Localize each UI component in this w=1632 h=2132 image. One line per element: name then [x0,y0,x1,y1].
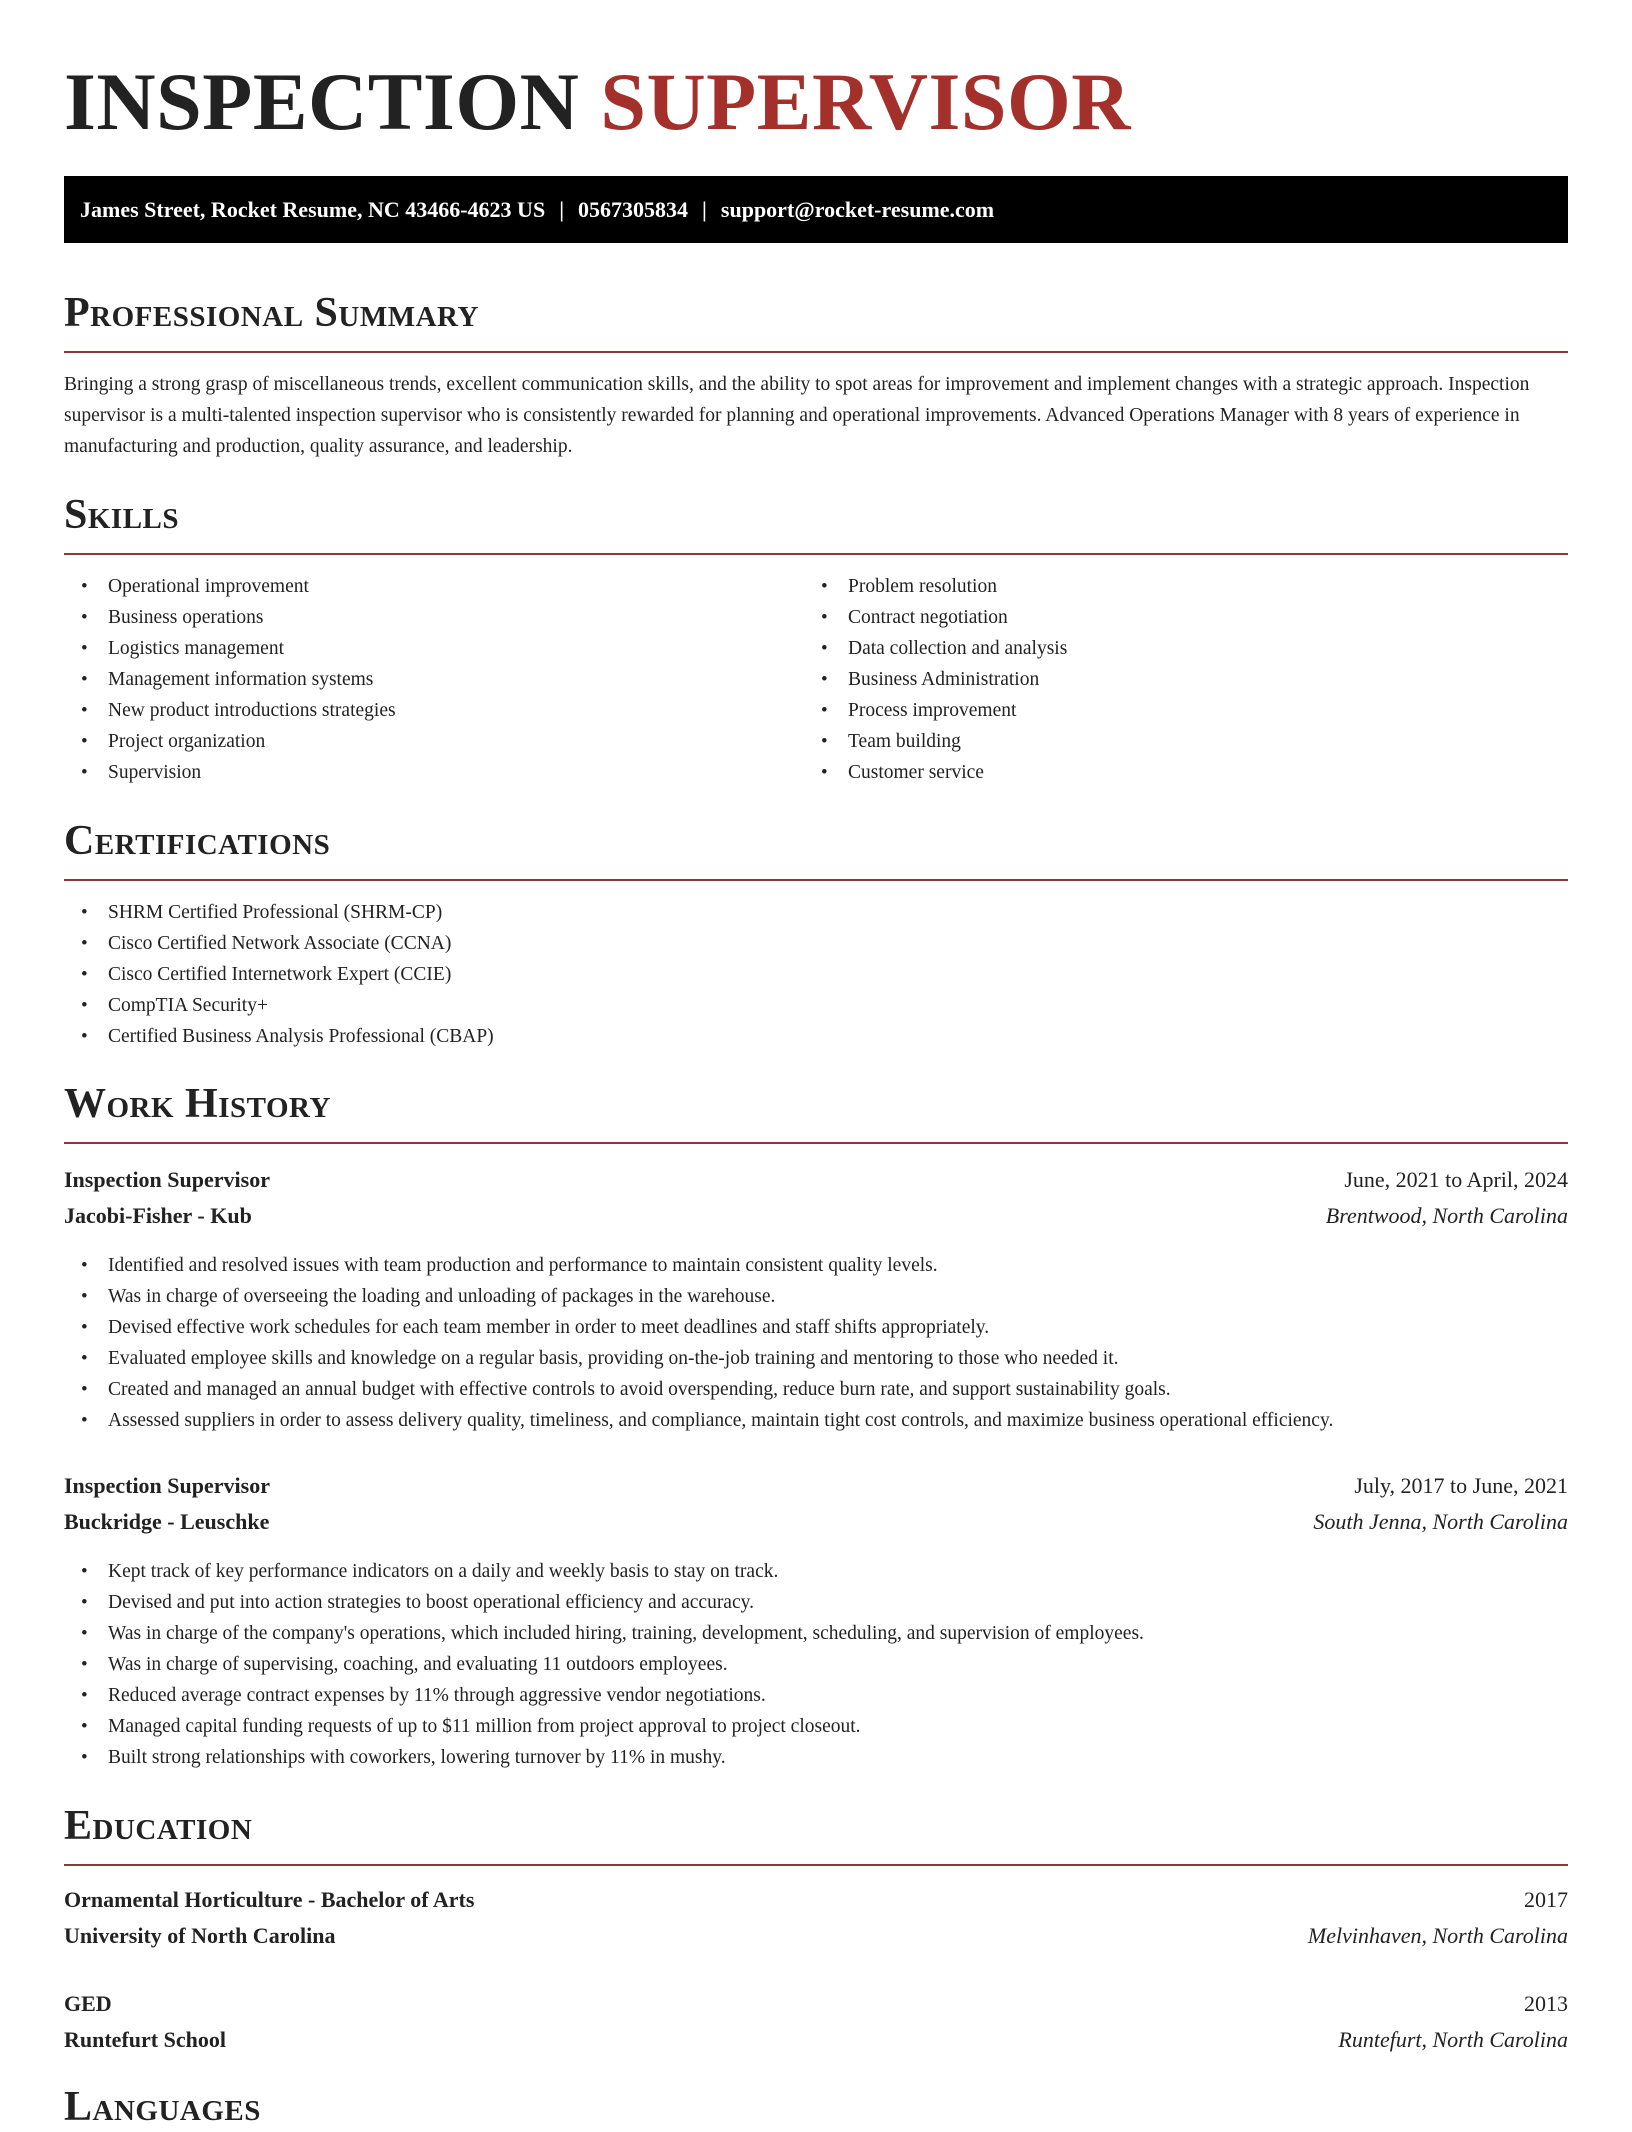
contact-email: support@rocket-resume.com [720,197,995,222]
section-title-skills: Skills [64,492,180,538]
list-item: • Problem resolution [804,571,1568,602]
list-item: • Devised effective work schedules for each team member in order to meet deadlines and staff shifts appropriately. [64,1312,1568,1343]
list-item: • Built strong relationships with coworkers, lowering turnover by 11% in mushy. [64,1742,1568,1773]
job-company-row [64,1504,1568,1540]
skills-list-right [804,571,1568,788]
contact-bar [64,176,1568,243]
list-item: • Was in charge of the company's operations, which included hiring, training, development, scheduling, and supervision of employees. [64,1618,1568,1649]
list-item: • Cisco Certified Internetwork Expert (CCIE) [64,959,1568,990]
job-company: Jacobi-Fisher - Kub [64,1203,252,1228]
list-item: • Evaluated employee skills and knowledge on a regular basis, providing on-the-job training and mentoring to those who needed it. [64,1343,1568,1374]
education-school: University of North Carolina [64,1923,336,1948]
list-item: • Kept track of key performance indicators on a daily and weekly basis to stay on track. [64,1556,1568,1587]
list-item: • New product introductions strategies [64,695,804,726]
job-title: Inspection Supervisor [64,1473,270,1498]
contact-separator: | [702,197,707,222]
page-title [64,52,1131,152]
section-title-education: Education [64,1803,253,1849]
job-company: Buckridge - Leuschke [64,1509,270,1534]
title-word-2: SUPERVISOR [600,56,1132,147]
list-item: • Reduced average contract expenses by 11% through aggressive vendor negotiations. [64,1680,1568,1711]
list-item: • Managed capital funding requests of up to $11 million from project approval to project closeout. [64,1711,1568,1742]
section-divider [64,1864,1568,1866]
list-item: • Management information systems [64,664,804,695]
skills-list-left [64,571,804,788]
job-header-row [64,1468,1568,1504]
list-item: • Certified Business Analysis Professional (CBAP) [64,1021,1568,1052]
list-item: • Identified and resolved issues with team production and performance to maintain consistent quality levels. [64,1250,1568,1281]
education-school: Runtefurt School [64,2027,226,2052]
section-title-work-history: Work History [64,1081,331,1127]
contact-address: James Street, Rocket Resume, NC 43466-4623 US [80,197,546,222]
education-school-row [64,2022,1568,2058]
list-item: • Contract negotiation [804,602,1568,633]
list-item: • Devised and put into action strategies to boost operational efficiency and accuracy. [64,1587,1568,1618]
job-header-row [64,1162,1568,1198]
job-location: South Jenna, North Carolina [1313,1509,1568,1534]
section-divider [64,879,1568,881]
education-location: Melvinhaven, North Carolina [1307,1923,1568,1948]
list-item: • Data collection and analysis [804,633,1568,664]
list-item: • Customer service [804,757,1568,788]
job-dates: June, 2021 to April, 2024 [1344,1167,1568,1192]
list-item: • Project organization [64,726,804,757]
job-bullets [64,1556,1568,1773]
job-location: Brentwood, North Carolina [1325,1203,1568,1228]
job-bullets [64,1250,1568,1436]
list-item: • Team building [804,726,1568,757]
job-title: Inspection Supervisor [64,1167,270,1192]
list-item: • Logistics management [64,633,804,664]
education-degree: Ornamental Horticulture - Bachelor of Arts [64,1887,475,1912]
list-item: • Assessed suppliers in order to assess delivery quality, timeliness, and compliance, maintain tight cost controls, and maximize business operational efficiency. [64,1405,1568,1436]
list-item: • Process improvement [804,695,1568,726]
job-company-row [64,1198,1568,1234]
list-item: • Was in charge of overseeing the loading and unloading of packages in the warehouse. [64,1281,1568,1312]
list-item: • Created and managed an annual budget with effective controls to avoid overspending, reduce burn rate, and support sustainability goals. [64,1374,1568,1405]
list-item: • Was in charge of supervising, coaching, and evaluating 11 outdoors employees. [64,1649,1568,1680]
list-item: • Operational improvement [64,571,804,602]
title-word-1: INSPECTION [64,56,580,147]
list-item: • Business operations [64,602,804,633]
section-divider [64,1142,1568,1144]
education-location: Runtefurt, North Carolina [1338,2027,1568,2052]
education-degree: GED [64,1991,112,2016]
education-year: 2013 [1524,1991,1568,2016]
summary-text: Bringing a strong grasp of miscellaneous trends, excellent communication skills, and the ability to spot areas for improvement and implement changes with a strategic approach. Inspection supervisor is a multi-talented inspection supervisor who is consistently rewarded for planning and operational improvements. Advanced Operations Manager with 8 years of experience in manufacturing and production, quality assurance, and leadership. [64,374,1530,457]
education-header-row [64,1882,1568,1918]
contact-separator: | [559,197,565,222]
education-school-row [64,1918,1568,1954]
certifications-list [64,897,1568,1052]
list-item: • CompTIA Security+ [64,990,1568,1021]
section-title-languages: Languages [64,2084,261,2130]
list-item: • Business Administration [804,664,1568,695]
list-item: • Supervision [64,757,804,788]
job-dates: July, 2017 to June, 2021 [1354,1473,1568,1498]
section-divider [64,553,1568,555]
education-year: 2017 [1524,1887,1568,1912]
list-item: • Cisco Certified Network Associate (CCNA) [64,928,1568,959]
contact-phone: 0567305834 [578,197,689,222]
list-item: • SHRM Certified Professional (SHRM-CP) [64,897,1568,928]
education-header-row [64,1986,1568,2022]
section-divider [64,351,1568,353]
section-title-certifications: Certifications [64,818,331,864]
section-title-summary: Professional Summary [64,290,479,336]
